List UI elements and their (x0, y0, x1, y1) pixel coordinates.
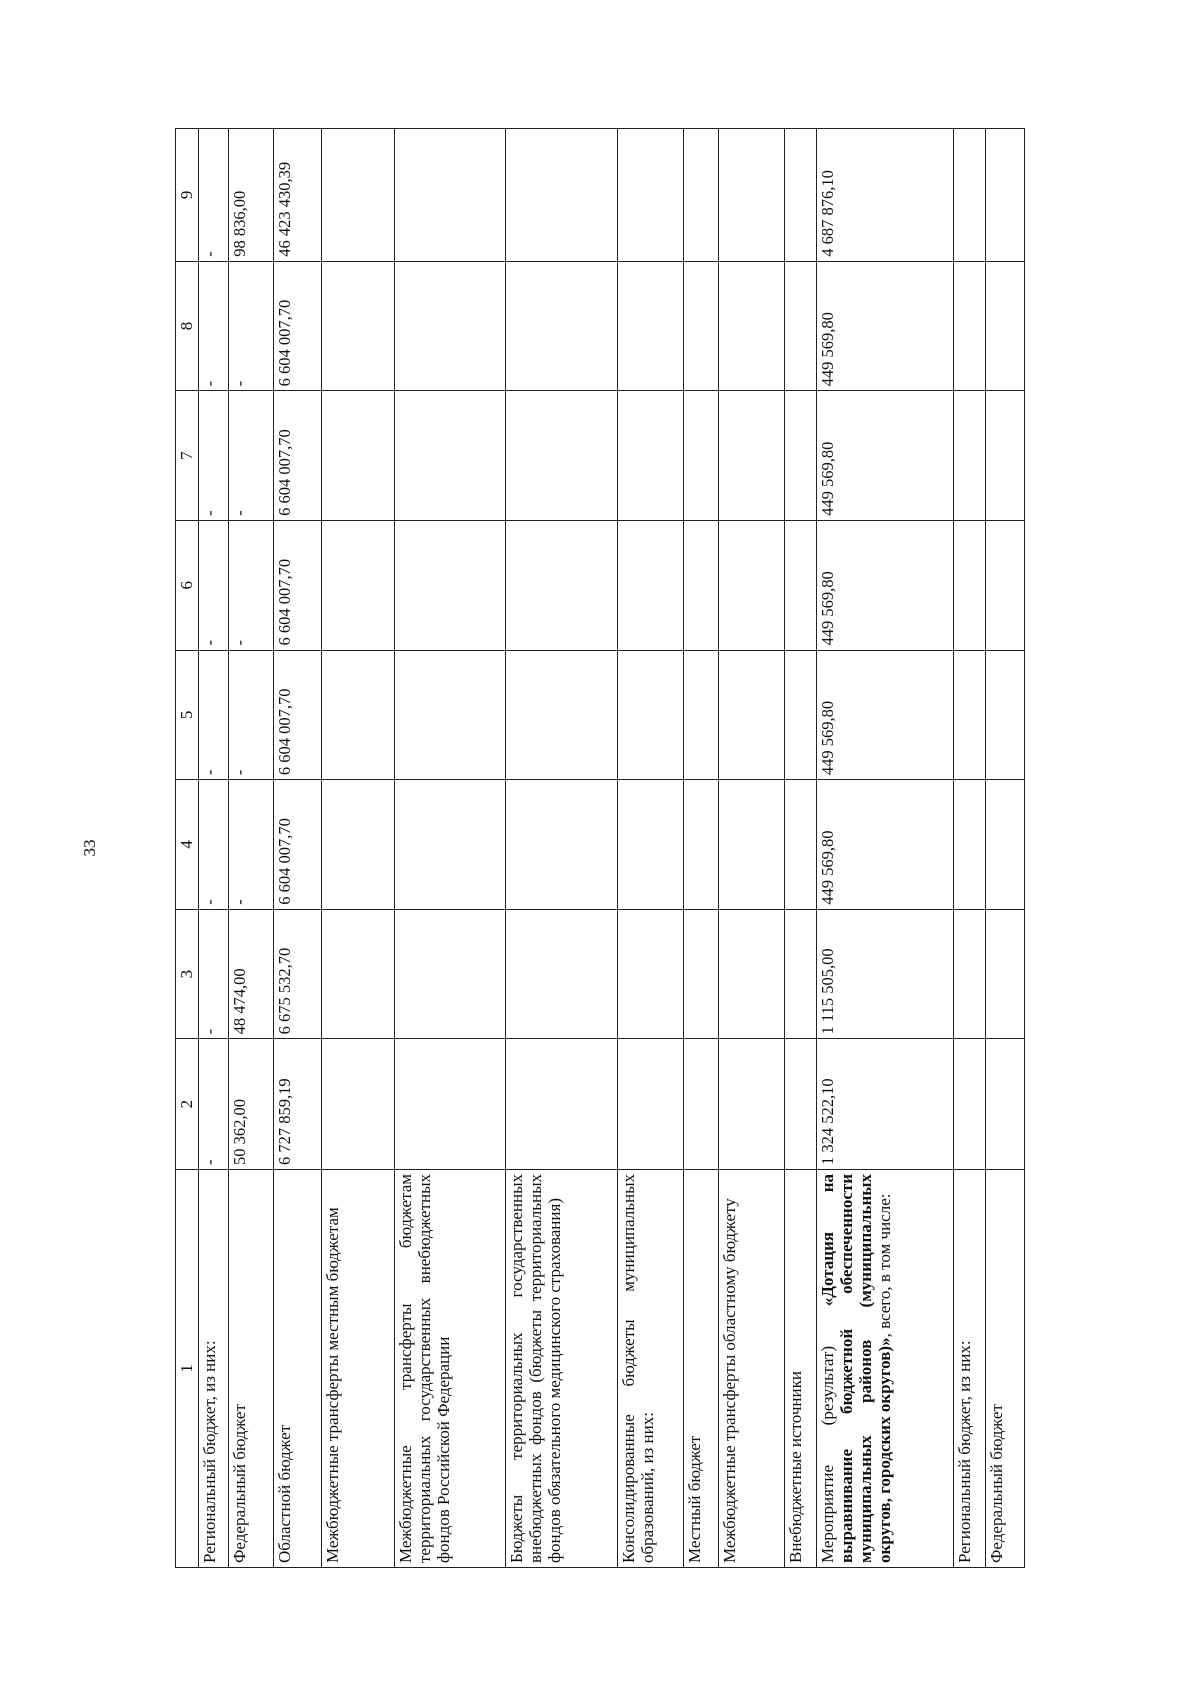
table-cell: 449 569,80 (817, 780, 954, 910)
table-cell: 48 474,00 (228, 909, 273, 1039)
rotated-table-container (175, 128, 1025, 1568)
table-cell (954, 650, 986, 780)
row-label-suffix: , всего, в том числе: (875, 1193, 895, 1338)
table-cell (322, 1039, 395, 1170)
table-cell (986, 780, 1025, 910)
table-row (718, 129, 784, 1568)
table-cell (395, 129, 506, 262)
table-cell (986, 520, 1025, 650)
table-cell (954, 129, 986, 262)
table-cell (718, 650, 784, 780)
table-cell: - (199, 780, 229, 910)
table-cell (986, 909, 1025, 1039)
table-cell (395, 391, 506, 521)
table-cell: 6 604 007,70 (273, 520, 321, 650)
table-cell: - (199, 391, 229, 521)
table-cell (506, 1039, 617, 1170)
table-cell (322, 650, 395, 780)
table-cell (617, 129, 683, 262)
table-cell: - (228, 780, 273, 910)
table-cell (322, 520, 395, 650)
table-cell (784, 780, 816, 910)
table-cell: 6 604 007,70 (273, 261, 321, 391)
column-header: 9 (176, 129, 199, 262)
table-cell (617, 261, 683, 391)
table-cell (506, 780, 617, 910)
table-cell: - (199, 129, 229, 262)
table-cell (718, 261, 784, 391)
table-row (817, 129, 954, 1568)
table-cell: - (199, 909, 229, 1039)
table-row (784, 129, 816, 1568)
table-row (322, 129, 395, 1568)
table-cell (617, 780, 683, 910)
table-cell: 6 727 859,19 (273, 1039, 321, 1170)
table-cell (784, 261, 816, 391)
table-cell (684, 520, 718, 650)
table-cell (784, 129, 816, 262)
table-cell (395, 650, 506, 780)
table-cell (784, 520, 816, 650)
table-cell (617, 1039, 683, 1170)
table-cell (684, 780, 718, 910)
table-cell: - (228, 391, 273, 521)
table-cell (395, 909, 506, 1039)
column-header: 5 (176, 650, 199, 780)
table-cell (718, 909, 784, 1039)
table-cell (617, 520, 683, 650)
row-label: Межбюджетные трансферты бюджетам территориальных государственных внебюджетных фондов Российской Федерации (395, 1169, 506, 1567)
table-row (199, 129, 229, 1568)
table-cell (718, 129, 784, 262)
table-cell: 1 324 522,10 (817, 1039, 954, 1170)
table-cell: 449 569,80 (817, 650, 954, 780)
table-cell: 6 675 532,70 (273, 909, 321, 1039)
table-cell (718, 520, 784, 650)
table-cell (684, 391, 718, 521)
row-label: Межбюджетные трансферты областному бюджету (718, 1169, 784, 1567)
table-cell (954, 780, 986, 910)
table-cell: 6 604 007,70 (273, 780, 321, 910)
row-label: Консолидированные бюджеты муниципальных образований, из них: (617, 1169, 683, 1567)
table-cell (954, 909, 986, 1039)
row-label: Межбюджетные трансферты местным бюджетам (322, 1169, 395, 1567)
table-cell: 449 569,80 (817, 391, 954, 521)
table-cell: 4 687 876,10 (817, 129, 954, 262)
table-row (617, 129, 683, 1568)
row-label: Местный бюджет (684, 1169, 718, 1567)
column-header: 6 (176, 520, 199, 650)
table-cell (718, 391, 784, 521)
table-row (273, 129, 321, 1568)
budget-table (175, 128, 1025, 1568)
table-cell: 50 362,00 (228, 1039, 273, 1170)
table-cell (684, 909, 718, 1039)
table-cell (986, 1039, 1025, 1170)
column-header: 7 (176, 391, 199, 521)
table-row (228, 129, 273, 1568)
table-cell: 46 423 430,39 (273, 129, 321, 262)
row-label-bold: «Дотация на выравнивание бюджетной обеспеченности муниципальных районов (муниципальных округов, городских округов)» (818, 1173, 895, 1563)
table-row (395, 129, 506, 1568)
table-cell (617, 391, 683, 521)
table-cell (986, 391, 1025, 521)
column-header: 3 (176, 909, 199, 1039)
table-cell (322, 391, 395, 521)
column-header: 4 (176, 780, 199, 910)
table-cell: - (199, 1039, 229, 1170)
column-header: 1 (176, 1169, 199, 1567)
table-cell (986, 261, 1025, 391)
table-cell: 6 604 007,70 (273, 391, 321, 521)
column-header: 2 (176, 1039, 199, 1170)
row-label: Региональный бюджет, из них: (954, 1169, 986, 1567)
table-cell (322, 909, 395, 1039)
table-cell: - (199, 520, 229, 650)
table-cell: - (228, 520, 273, 650)
table-cell (986, 650, 1025, 780)
table-cell: - (199, 261, 229, 391)
table-cell: 6 604 007,70 (273, 650, 321, 780)
row-label (817, 1169, 954, 1567)
table-cell (684, 650, 718, 780)
table-cell (506, 909, 617, 1039)
table-row (684, 129, 718, 1568)
table-cell: - (199, 650, 229, 780)
row-label: Бюджеты территориальных государственных внебюджетных фондов (бюджеты территориальных фондов обязательного медицинского страхования) (506, 1169, 617, 1567)
table-cell (617, 909, 683, 1039)
table-cell (506, 261, 617, 391)
table-cell (684, 261, 718, 391)
table-cell (617, 650, 683, 780)
table-cell (506, 520, 617, 650)
table-cell (506, 391, 617, 521)
column-header: 8 (176, 261, 199, 391)
table-cell (506, 129, 617, 262)
page-number: 33 (80, 839, 99, 857)
row-label: Областной бюджет (273, 1169, 321, 1567)
table-cell (986, 129, 1025, 262)
table-cell (784, 909, 816, 1039)
table-cell (784, 391, 816, 521)
table-row (506, 129, 617, 1568)
table-row (954, 129, 986, 1568)
table-cell (718, 1039, 784, 1170)
table-cell: 449 569,80 (817, 261, 954, 391)
table-cell (784, 650, 816, 780)
row-label: Федеральный бюджет (986, 1169, 1025, 1567)
row-label: Внебюджетные источники (784, 1169, 816, 1567)
table-cell (395, 261, 506, 391)
table-cell: - (228, 650, 273, 780)
row-label-prefix: Мероприятие (результат) (818, 1306, 838, 1563)
table-cell: 98 836,00 (228, 129, 273, 262)
table-cell (322, 261, 395, 391)
table-cell (718, 780, 784, 910)
table-cell: 449 569,80 (817, 520, 954, 650)
row-label: Федеральный бюджет (228, 1169, 273, 1567)
table-cell: 1 115 505,00 (817, 909, 954, 1039)
table-cell: - (228, 261, 273, 391)
table-cell (322, 129, 395, 262)
table-cell (395, 520, 506, 650)
table-cell (954, 1039, 986, 1170)
table-cell (684, 1039, 718, 1170)
table-cell (395, 1039, 506, 1170)
table-cell (784, 1039, 816, 1170)
table-cell (322, 780, 395, 910)
table-cell (506, 650, 617, 780)
table-row (986, 129, 1025, 1568)
table-cell (684, 129, 718, 262)
table-cell (954, 520, 986, 650)
row-label: Региональный бюджет, из них: (199, 1169, 229, 1567)
table-cell (954, 261, 986, 391)
table-cell (395, 780, 506, 910)
table-cell (954, 391, 986, 521)
header-row (176, 129, 199, 1568)
